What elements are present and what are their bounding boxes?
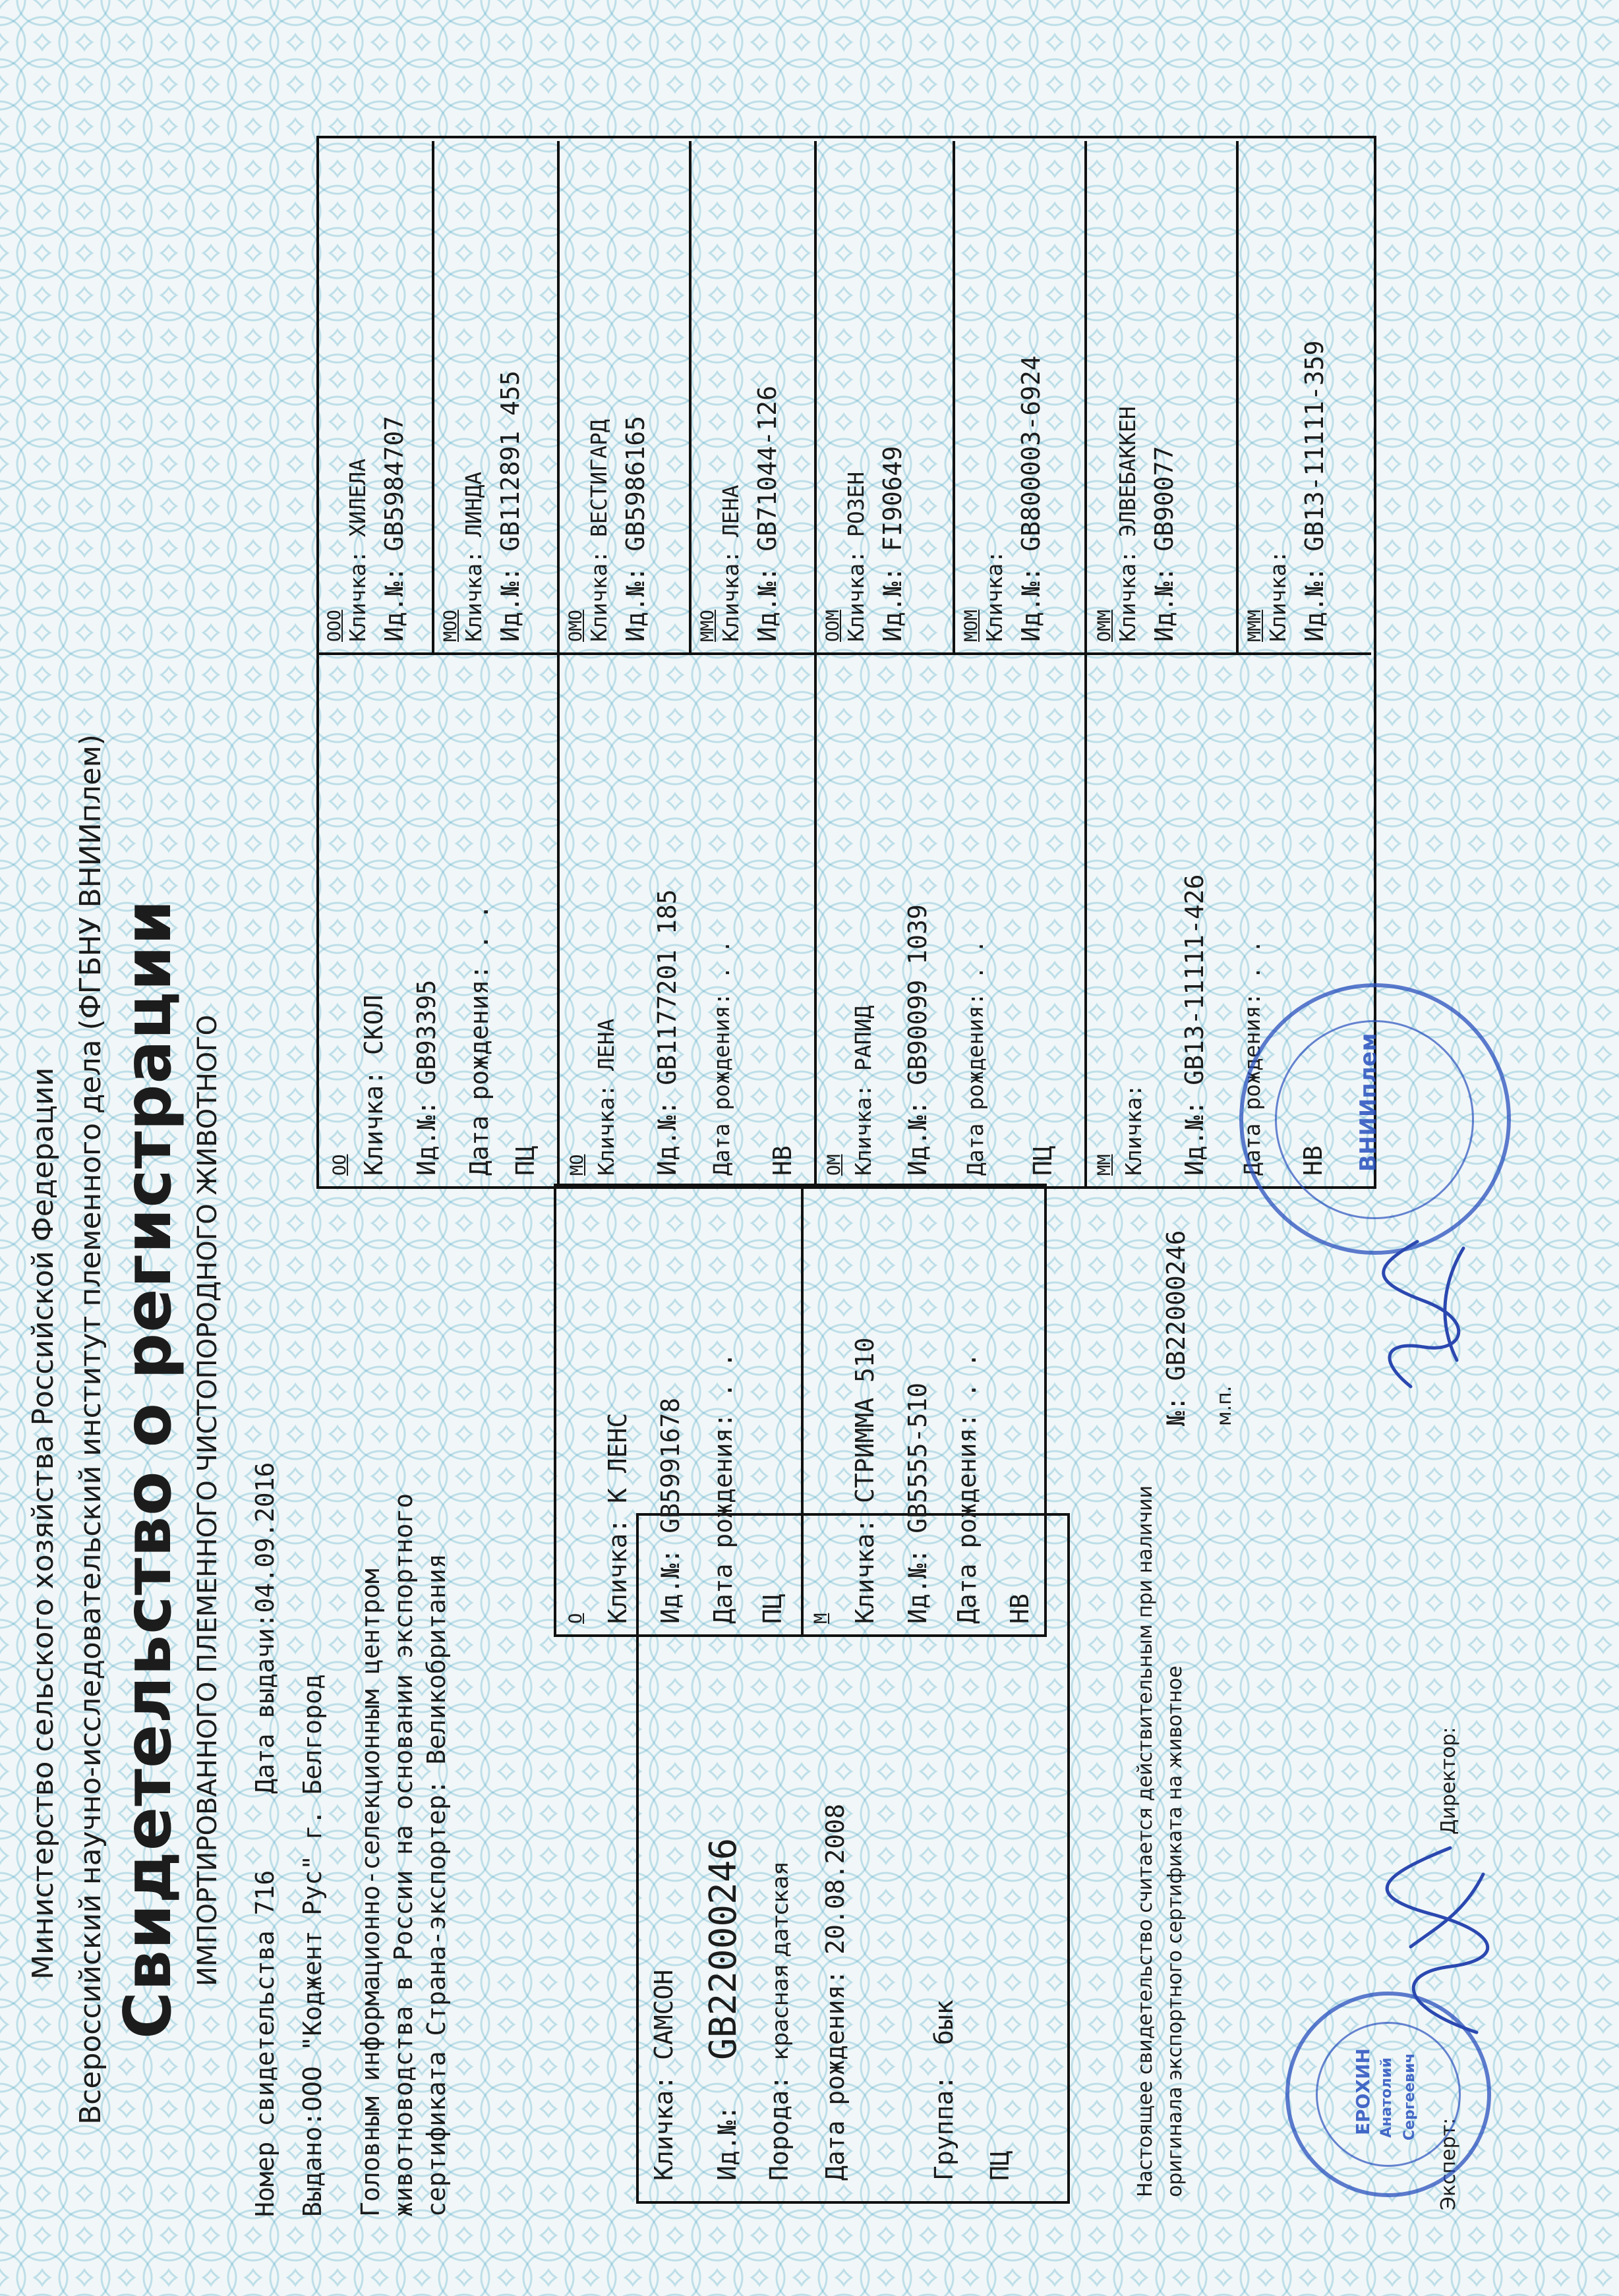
- center-line-2: животноводства в России на основании экспортного: [389, 1493, 418, 2217]
- animal-birth: Дата рождения: 20.08.2008: [821, 1804, 850, 2181]
- mo-nv: НВ: [768, 1145, 797, 1176]
- ggp-ooo: ООО Кличка: ХИЛЕЛА Ид.№: GB5984707: [324, 415, 409, 642]
- validity-line-2: оригинала экспортного сертификата на животное: [1163, 1665, 1187, 2197]
- om-name: Кличка: РАПИД: [850, 1005, 876, 1176]
- ggp-divider-1: [432, 141, 434, 655]
- ministry-line: Министерство сельского хозяйства Российской Федерации: [26, 1067, 60, 1980]
- ggp-mmo: ММО Кличка: ЛЕНА Ид.№: GB71044-126: [697, 386, 782, 642]
- institute-stamp: ВНИИплем: [1239, 983, 1511, 1255]
- ggp-omo: ОМО Кличка: ВЕСТИГАРД Ид.№: GB5986165: [566, 415, 650, 642]
- mo-name: Кличка: ЛЕНА: [593, 1018, 619, 1176]
- father-id: Ид.№: GB5991678: [656, 1397, 685, 1624]
- director-signature: [1371, 1822, 1516, 2046]
- mo-birth: Дата рождения: . .: [709, 940, 734, 1176]
- validity-line-1: Настоящее свидетельство считается действительным при наличии: [1134, 1485, 1157, 2197]
- mm-code: ММ: [1094, 1154, 1115, 1176]
- mother-nv: НВ: [1005, 1593, 1034, 1624]
- gp-divider-2: [814, 655, 817, 1189]
- om-code: ОМ: [824, 1154, 844, 1176]
- center-line-3: сертификата Страна-экспортер: Великобритания: [422, 1553, 451, 2217]
- institute-line: Всероссийский научно-исследовательский институт племенного дела (ФГБНУ ВНИИплем): [74, 734, 107, 2125]
- father-name: Кличка: К ЛЕНС: [603, 1412, 632, 1624]
- gp-divider-3: [1084, 655, 1087, 1189]
- oo-code: ОО: [330, 1154, 350, 1176]
- ggp-omm: ОММ Кличка: ЭЛВЕБАККЕН Ид.№: GB90077: [1094, 406, 1179, 642]
- validity-number: №: GB22000246: [1162, 1230, 1191, 1426]
- father-birth: Дата рождения: . .: [709, 1352, 738, 1624]
- oo-name: Кличка: СКОЛ: [359, 994, 388, 1176]
- mother-birth: Дата рождения: . .: [953, 1352, 982, 1624]
- animal-pc: ПЦ: [986, 2150, 1015, 2181]
- mm-nv: НВ: [1299, 1145, 1328, 1176]
- ggp-divider-4: [814, 141, 817, 655]
- director-label: Директор:: [1437, 1727, 1460, 1835]
- mother-id: Ид.№: GB5555-510: [903, 1382, 932, 1624]
- ggp-divider-5: [953, 141, 955, 655]
- page-title: Свидетельство о регистрации: [111, 899, 186, 2039]
- animal-breed: Порода: красная датская: [765, 1862, 794, 2181]
- ggp-divider-6: [1084, 141, 1087, 655]
- parents-divider: [801, 1189, 804, 1637]
- om-id: Ид.№: GB90099 1039: [903, 904, 932, 1176]
- father-code: О: [566, 1613, 586, 1624]
- mm-name: Кличка:: [1121, 1083, 1146, 1176]
- page-subtitle: ИМПОРТИРОВАННОГО ПЛЕМЕННОГО ЧИСТОПОРОДНОГО ЖИВОТНОГО: [192, 1014, 223, 1986]
- expert-stamp: ЕРОХИН Анатолий Сергеевич: [1285, 1992, 1491, 2197]
- father-pc: ПЦ: [758, 1593, 787, 1624]
- om-birth: Дата рождения: . .: [962, 940, 988, 1176]
- mother-name: Кличка: СТРИММА 510: [850, 1337, 879, 1624]
- ggp-moo: МОО Кличка: ЛИНДА Ид.№: GB112891 455: [440, 370, 525, 642]
- ggp-mom: МОМ Кличка: Ид.№: GB800003-6924: [961, 355, 1045, 642]
- mo-code: МО: [567, 1154, 587, 1176]
- animal-id: Ид.№: GB22000246: [702, 1837, 745, 2181]
- om-pc: ПЦ: [1028, 1145, 1057, 1176]
- center-line-1: Головным информационно-селекционным центром: [356, 1568, 385, 2217]
- oo-id: Ид.№: GB93395: [412, 979, 441, 1176]
- ggp-mmm: МММ Кличка: Ид.№: GB13-11111-359: [1245, 340, 1329, 642]
- mo-id: Ид.№: GB1177201 185: [653, 889, 682, 1176]
- ggp-divider-7: [1236, 141, 1239, 655]
- stamp-place-label: м.п.: [1213, 1385, 1236, 1426]
- expert-label: Эксперт:: [1437, 2117, 1460, 2210]
- issued-to: Выдано:ООО "Коджент Рус" г. Белгород: [298, 1674, 327, 2217]
- animal-group: Группа: бык: [929, 1999, 958, 2181]
- mm-id: Ид.№: GB13-11111-426: [1180, 874, 1209, 1176]
- ggp-oom: ООМ Кличка: РОЗЕН Ид.№: FI90649: [823, 445, 907, 642]
- mother-code: М: [811, 1613, 831, 1624]
- mm-birth: Дата рождения: . .: [1239, 940, 1265, 1176]
- oo-birth: Дата рождения: . .: [465, 904, 494, 1176]
- animal-name: Кличка: САМСОН: [649, 1969, 678, 2181]
- grandparents-vdivider: [316, 652, 1371, 655]
- ggp-divider-3: [689, 141, 692, 655]
- ggp-divider-2: [557, 141, 560, 655]
- expert-signature: [1358, 1228, 1490, 1400]
- oo-pc: ПЦ: [511, 1145, 540, 1176]
- gp-divider-1: [557, 655, 560, 1189]
- certificate-number: Номер свидетельства 716 Дата выдачи:04.09.2016: [250, 1462, 280, 2217]
